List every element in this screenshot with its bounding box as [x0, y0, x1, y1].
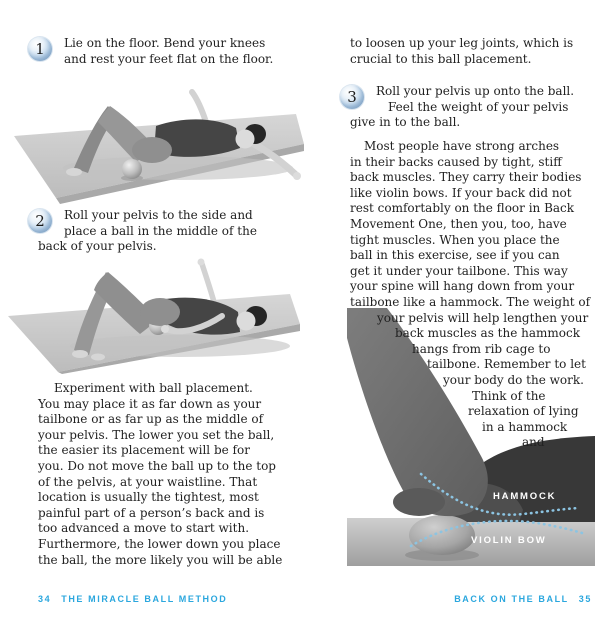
- person-arm-raised: [202, 264, 214, 302]
- text-line: location is usually the tightest, most: [38, 490, 259, 505]
- text-line: to loosen up your leg joints, which is: [350, 36, 574, 50]
- text-line: your pelvis. The lower you set the ball,: [38, 427, 275, 442]
- text-line: tight muscles. When you place the: [350, 232, 560, 247]
- exercise-ball: [122, 159, 142, 179]
- text-line: Think of the: [472, 388, 546, 403]
- person-hips: [140, 298, 180, 326]
- text-line: you. Do not move the ball up to the top: [38, 458, 276, 473]
- text-line: Feel the weight of your pelvis: [388, 99, 569, 114]
- step-number-badge: 2: [28, 209, 52, 233]
- text-line: relaxation of lying: [468, 404, 579, 419]
- step2-illustration: [8, 254, 303, 374]
- running-title: THE MIRACLE BALL METHOD: [61, 594, 228, 604]
- step-number-badge: 3: [340, 85, 364, 109]
- text-line: painful part of a person’s back and is: [38, 505, 265, 520]
- step1-illustration: [10, 84, 305, 204]
- text-line: the ball, the more likely you will be able: [38, 552, 283, 567]
- text-line: back muscles as the hammock: [395, 326, 580, 341]
- text-line: the easier its placement will be for: [38, 443, 250, 458]
- text-line: back of your pelvis.: [38, 239, 157, 254]
- exercise-ball: [409, 515, 475, 555]
- text-line: give in to the ball.: [350, 115, 461, 130]
- violin-bow-label: VIOLIN BOW: [471, 535, 547, 546]
- footer-right: [454, 594, 592, 604]
- step-1: [35, 36, 274, 67]
- text-line: You may place it as far down as your: [38, 396, 262, 411]
- text-line: Experiment with ball placement.: [54, 381, 253, 395]
- text-line: like violin bows. If your back did not: [350, 185, 572, 200]
- text-line: your body do the work.: [443, 372, 584, 387]
- right-intro-paragraph: [350, 36, 573, 67]
- page-number: 35: [578, 594, 592, 604]
- step-3: [347, 84, 575, 131]
- page-number: 34: [38, 594, 52, 604]
- footer-left: [38, 594, 227, 604]
- text-line: Lie on the floor. Bend your knees: [64, 36, 266, 50]
- text-line: and: [522, 435, 545, 450]
- text-line: rest comfortably on the floor in Back: [350, 201, 575, 216]
- text-line: in a hammock: [482, 419, 568, 434]
- text-line: Furthermore, the lower down you place: [38, 536, 281, 551]
- text-line: in their backs caused by tight, stiff: [350, 154, 562, 169]
- text-line: your pelvis will help lengthen your: [377, 310, 589, 325]
- text-line: Roll your pelvis to the side and: [64, 208, 253, 222]
- text-line: your spine will hang down from your: [350, 279, 575, 294]
- right-paragraph: [350, 139, 593, 451]
- text-line: Movement One, then you, too, have: [350, 216, 567, 231]
- text-line: tailbone or as far up as the middle of: [38, 412, 264, 427]
- person-arm-raised: [192, 92, 206, 122]
- exercise-photo-step1: [10, 84, 305, 204]
- text-line: crucial to this ball placement.: [350, 51, 532, 66]
- text-line: back muscles. They carry their bodies: [350, 170, 582, 185]
- person-head: [237, 312, 256, 331]
- step-number-badge: 1: [28, 37, 52, 61]
- text-line: and rest your feet flat on the floor.: [64, 51, 274, 66]
- text-line: place a ball in the middle of the: [64, 223, 257, 238]
- text-line: Most people have strong arches: [364, 139, 560, 153]
- hammock-label: HAMMOCK: [493, 491, 557, 502]
- step-2: [35, 208, 257, 255]
- text-line: too advanced a move to start with.: [38, 521, 250, 536]
- text-line: hangs from rib cage to: [412, 341, 551, 356]
- text-line: of the pelvis, at your waistline. That: [38, 474, 258, 489]
- exercise-photo-step2: [8, 254, 303, 374]
- person-hips: [132, 137, 172, 163]
- left-paragraph: [38, 381, 308, 568]
- person-head: [236, 130, 255, 149]
- running-title: BACK ON THE BALL: [454, 594, 569, 604]
- text-line: Roll your pelvis up onto the ball.: [376, 84, 575, 98]
- text-line: ball in this exercise, see if you can: [350, 248, 560, 263]
- text-line: tailbone like a hammock. The weight of: [350, 294, 591, 309]
- text-line: tailbone. Remember to let: [427, 357, 586, 372]
- text-line: get it under your tailbone. This way: [350, 263, 568, 278]
